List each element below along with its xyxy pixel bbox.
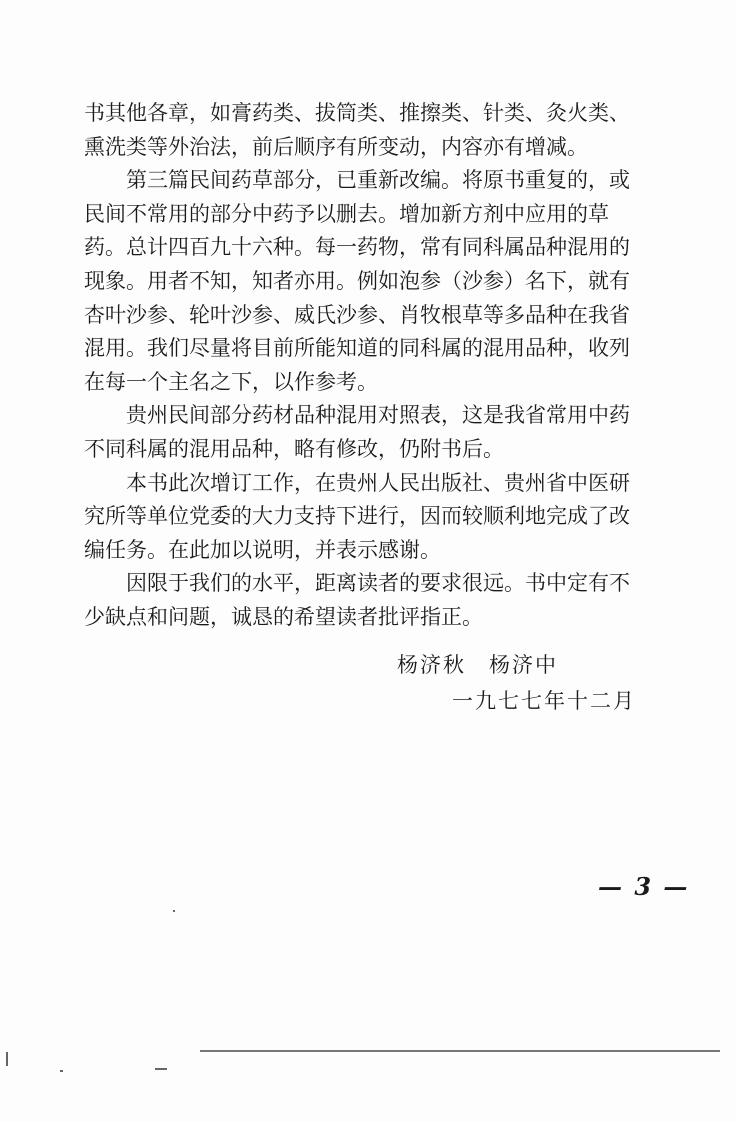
paragraph-start: 本书此次增订工作，在贵州人民出版社、贵州省中医研 (126, 471, 630, 495)
scan-speck (6, 1052, 8, 1066)
scan-edge-line (200, 1050, 720, 1052)
text-line: 现象。用者不知，知者亦用。例如泡参（沙参）名下，就有 (84, 269, 630, 293)
paragraph-start: 贵州民间部分药材品种混用对照表，这是我省常用中药 (126, 403, 630, 427)
text-line: 编任务。在此加以说明，并表示感谢。 (84, 538, 441, 562)
scan-speck (173, 910, 175, 912)
text-line: 熏洗类等外治法，前后顺序有所变动，内容亦有增减。 (84, 135, 588, 159)
paragraph-start: 第三篇民间药草部分，已重新改编。将原书重复的，或 (126, 168, 630, 192)
text-line: 杏叶沙参、轮叶沙参、威氏沙参、肖牧根草等多品种在我省 (84, 303, 630, 327)
scan-speck (60, 1070, 63, 1072)
text-line: 民间不常用的部分中药予以删去。增加新方剂中应用的草 (84, 202, 609, 226)
text-line: 书其他各章，如膏药类、拔筒类、推擦类、针类、灸火类、 (84, 101, 630, 125)
paragraph-start: 因限于我们的水平，距离读者的要求很远。书中定有不 (126, 571, 630, 595)
scan-speck (155, 1068, 167, 1070)
page-number: — 3 — (598, 872, 690, 901)
signature-authors: 杨济秋 杨济中 (397, 653, 558, 677)
text-line: 混用。我们尽量将目前所能知道的同科属的混用品种，收列 (84, 336, 630, 360)
text-line: 在每一个主名之下，以作参考。 (84, 370, 378, 394)
signature-date: 一九七七年十二月 (452, 689, 636, 713)
text-line: 究所等单位党委的大力支持下进行，因而较顺利地完成了改 (84, 504, 630, 528)
text-line: 不同科属的混用品种，略有修改，仍附书后。 (84, 437, 504, 461)
text-line: 少缺点和问题，诚恳的希望读者批评指正。 (84, 605, 483, 629)
text-line: 药。总计四百九十六种。每一药物，常有同科属品种混用的 (84, 235, 630, 259)
